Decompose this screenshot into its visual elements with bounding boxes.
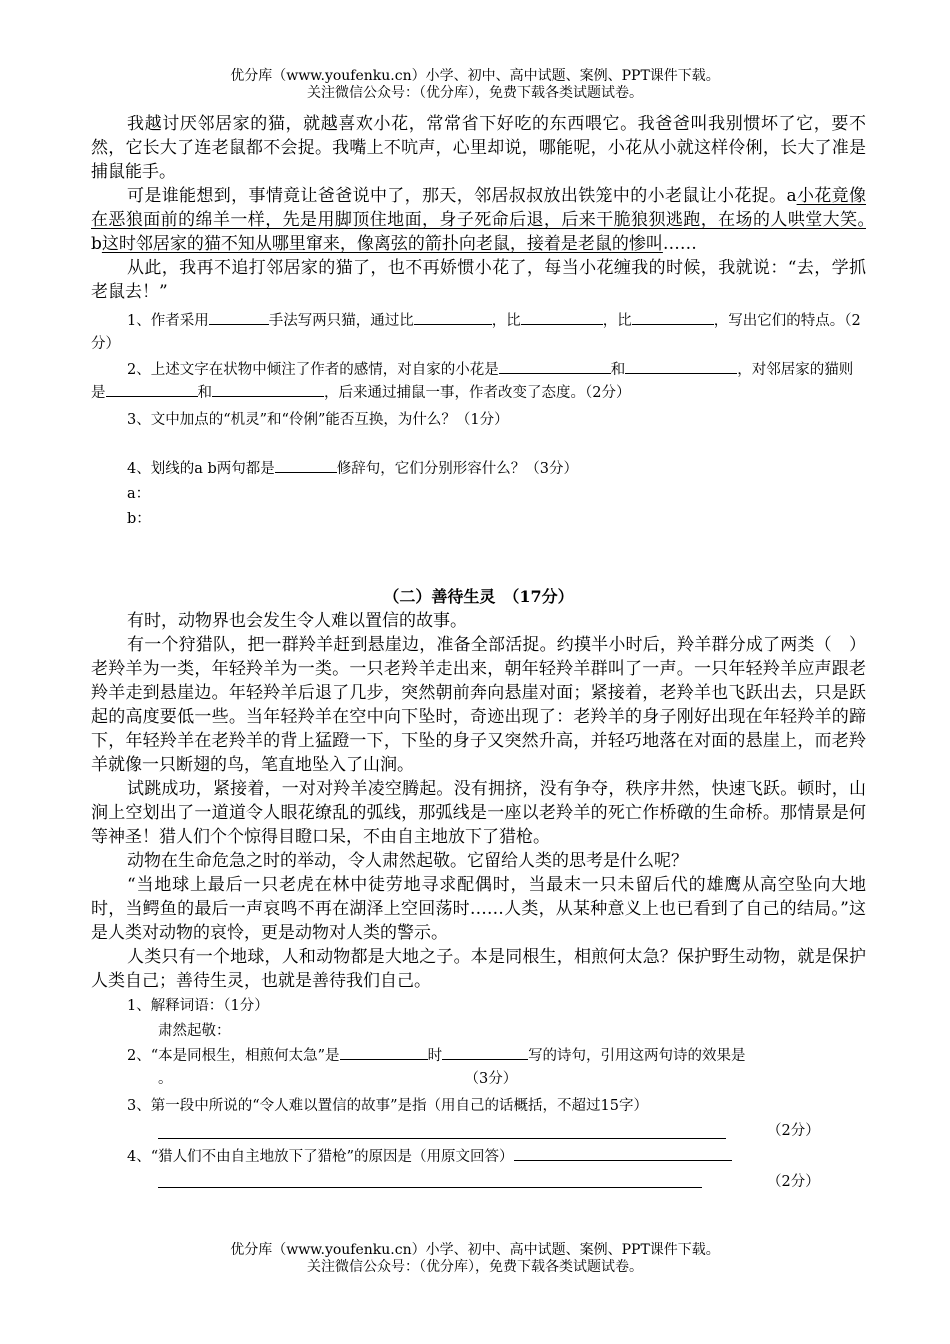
q2-text-4: 和 [197,385,212,401]
passage2-paragraph-3: 试跳成功，紧接着，一对对羚羊凌空腾起。没有拥挤，没有争夺，秩序井然，快速飞跃。顿时，山涧上空划出了一道道令人眼花缭乱的弧线，那弧线是一座以老羚羊的死亡作桥礅的生命桥。那情景是何等神圣！猎人们个个惊得目瞪口呆，不由自主地放下了猎枪。 [91,779,866,847]
p2-question-4 [91,1146,866,1169]
passage2-paragraph-4: 动物在生命危急之时的举动，令人肃然起敬。它留给人类的思考是什么呢？ [127,851,688,871]
passage1-p2-start: 可是谁能想到，事情竟让爸爸说中了，那天，邻居叔叔放出铁笼中的小老鼠让小花捉。 [127,186,787,206]
passage1-paragraph-1: 我越讨厌邻居家的猫，就越喜欢小花，常常省下好吃的东西喂它。我爸爸叫我别惯坏了它，要不然，它长大了连老鼠都不会捉。我嘴上不吭声，心里却说，哪能呢，小花从小就这样伶俐，长大了准是捕鼠能手。 [91,114,866,182]
q2-text-5: ，后来通过捕鼠一事，作者改变了态度。（2分） [324,385,631,401]
q2-text-3: ，对邻居家的猫则是 [91,362,854,401]
footer-line-1: 优分库（www.youfenku.cn）小学、初中、高中试题、案例、PPT课件下载。 [230,1242,720,1258]
header-line-1: 优分库（www.youfenku.cn）小学、初中、高中试题、案例、PPT课件下载。 [230,68,720,84]
p2-question-2-continued [91,1068,866,1091]
p2-q2-blank-1[interactable] [340,1045,428,1060]
question-2 [91,359,866,405]
q1-text-5: ，写出它们的特点。（2分） [91,313,861,352]
page-header [0,68,950,102]
q2-blank-1[interactable] [499,359,611,374]
q4-text-1: 4、划线的a b两句都是 [127,461,275,477]
question-4-b: b： [127,511,151,527]
question-3: 3、文中加点的“机灵”和“伶俐”能否互换，为什么？（1分） [127,412,509,428]
q1-text-3: ，比 [491,313,521,329]
p2-q2-score: （3分） [464,1071,518,1087]
page-footer [0,1242,950,1276]
sentence-b-label: b [91,234,102,254]
p2-question-2 [91,1045,866,1068]
p2-q4-answer-line[interactable] [158,1171,702,1188]
passage2-paragraph-5: “当地球上最后一只老虎在林中徒劳地寻求配偶时，当最末一只未留后代的雄鹰从高空坠向大地时，当鳄鱼的最后一声哀鸣不再在湖泽上空回荡时……人类，从某种意义上也已看到了自己的结局。”这是人类对动物的哀怜，更是动物对人类的警示。 [91,875,866,943]
passage2-paragraph-6: 人类只有一个地球，人和动物都是大地之子。本是同根生，相煎何太急？保护野生动物，就是保护人类自己；善待生灵，也就是善待我们自己。 [91,947,866,991]
p2-question-1: 1、解释词语：（1分） [127,998,269,1014]
q1-blank-3[interactable] [521,310,603,325]
underlined-sentence-a: 小花竟像在恶狼面前的绵羊一样，先是用脚顶住地面，身子死命后退，后来干脆狼狈逃跑，在场的人哄堂大笑。 [91,186,867,230]
q1-text-2: 手法写两只猫，通过比 [268,313,414,329]
p2-q2-text-1: 2、“本是同根生，相煎何太急”是 [127,1048,340,1064]
q2-text-2: 和 [610,362,626,378]
passage-2 [91,585,866,1197]
p2-q4-text: 4、“猎人们不由自主地放下了猎枪”的原因是（用原文回答） [127,1149,514,1165]
q1-blank-2[interactable] [414,310,492,325]
p2-question-4-answer [91,1169,866,1197]
q2-blank-4[interactable] [212,382,324,397]
p2-question-3-answer [91,1118,866,1146]
q2-blank-3[interactable] [106,382,198,397]
p2-q3-answer-line[interactable] [158,1122,726,1139]
passage1-paragraph-2 [91,184,866,256]
p2-question-1-term: 肃然起敬： [158,1023,231,1039]
p2-q4-blank[interactable] [514,1146,732,1161]
passage2-paragraph-2: 有一个狩猎队，把一群羚羊赶到悬崖边，准备全部活捉。约摸半小时后，羚羊群分成了两类（ ）老羚羊为一类，年轻羚羊为一类。一只老羚羊走出来，朝年轻羚羊群叫了一声。一只年轻羚羊应声跟老羚羊走到悬崖边。年轻羚羊后退了几步，突然朝前奔向悬崖对面；紧接着，老羚羊也飞跃出去，只是跃起的高度要低一些。当年轻羚羊在空中向下坠时，奇迹出现了：老羚羊的身子刚好出现在年轻羚羊的蹄下，年轻羚羊在老羚羊的背上猛蹬一下，下坠的身子又突然升高，并轻巧地落在对面的悬崖上，而老羚羊就像一只断翅的鸟，笔直地坠入了山涧。 [91,635,866,775]
header-line-2: 关注微信公众号：（优分库），免费下载各类试题试卷。 [307,85,643,101]
sentence-a-label: a [786,186,797,206]
q1-text-4: ，比 [602,313,632,329]
question-4-a: a： [127,486,151,502]
p2-q2-text-4: 。 [158,1071,173,1087]
q2-blank-2[interactable] [625,359,737,374]
passage1-paragraph-3: 从此，我再不追打邻居家的猫了，也不再娇惯小花了，每当小花缠我的时候，我就说：“去，学抓老鼠去！” [91,258,866,302]
footer-line-2: 关注微信公众号：（优分库），免费下载各类试题试卷。 [307,1259,643,1275]
ellipsis: …… [662,234,697,254]
q4-text-2: 修辞句，它们分别形容什么？（3分） [336,461,578,477]
question-1 [91,310,866,356]
passage-1 [91,112,866,531]
underlined-sentence-b: 这时邻居家的猫不知从哪里窜来，像离弦的箭扑向老鼠，接着是老鼠的惨叫 [101,234,663,254]
q1-blank-4[interactable] [632,310,714,325]
p2-question-3: 3、第一段中所说的“令人难以置信的故事”是指（用自己的话概括，不超过15字） [127,1098,648,1114]
p2-q3-score: （2分） [767,1123,820,1139]
q1-blank-1[interactable] [209,310,269,325]
q1-text-1: 1、作者采用 [127,313,209,329]
q2-text-1: 2、上述文字在状物中倾注了作者的感情，对自家的小花是 [127,362,499,378]
passage2-paragraph-1: 有时，动物界也会发生令人难以置信的故事。 [127,611,467,631]
section-title: （二）善待生灵 （17分） [383,587,574,606]
p2-q2-text-2: 时 [427,1048,443,1064]
p2-q2-blank-2[interactable] [442,1045,528,1060]
p2-q4-score: （2分） [767,1174,820,1190]
q4-blank[interactable] [275,458,337,473]
question-4 [91,458,866,481]
p2-q2-text-3: 写的诗句，引用这两句诗的效果是 [528,1048,746,1064]
